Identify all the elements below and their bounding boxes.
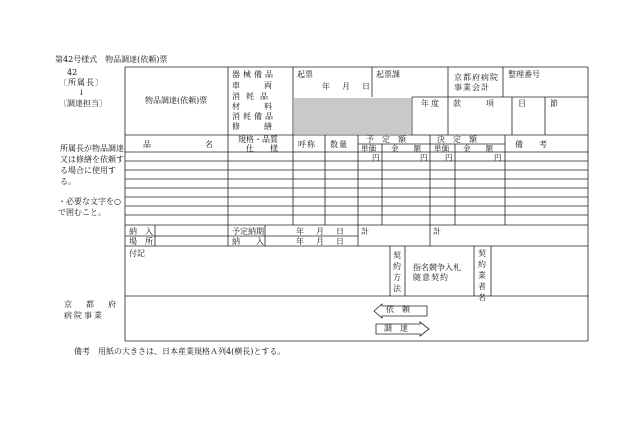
shozokucho-label: 〔所属長〕 [59,78,104,87]
usage-note: 所属長が物品調達又は修繕を依頼する場合に使用する。 [60,144,124,186]
kyoto-label-2: 病院事業 [64,311,104,320]
footer-note: 備考 用紙の大きさは、日本産業規格Ａ列4(横長)とする。 [74,347,286,356]
tanka-label-1: 単価 [361,144,376,153]
form-name: 物品調達(依頼)票 [145,96,208,105]
kyoto-label-1: 京 都 府 [64,300,119,309]
down-arrow-icon: ↓ [78,88,85,97]
yotei-gaku-label: 予 定 額 [366,135,406,144]
chotatsu-tanto-label: 〔調達担当〕 [59,99,107,108]
tanka-label-2: 単価 [434,144,449,153]
moku-label: 目 [518,99,526,108]
setsu-label: 節 [550,99,558,108]
kaikei-label-1: 京都府病院 [454,73,499,82]
zuii-keiyaku-label: 随意契約 [413,273,449,282]
keiyaku-hoho-label: 契約方法 [393,251,401,293]
usage-note-2: ・必要な文字を○で囲むこと。 [58,197,121,217]
chotatsu-label: 調 達 [384,324,408,333]
irai-label: 依 頼 [386,305,410,314]
category-0: 器械備品 [232,70,276,79]
form-title: 第42号様式 物品調達(依頼)票 [55,55,168,64]
kingaku-label-1: 金 額 [391,144,421,153]
category-2: 消耗品 [232,92,274,101]
suryo-label: 数量 [330,140,348,149]
kei-label-2: 計 [433,227,441,236]
basho-label: 場 所 [129,237,153,246]
nouki-date: 年 月 日 [296,227,346,236]
yen-3: 円 [445,153,453,162]
shimei-kyoso-label: 指名競争入札 [413,263,461,272]
yen-2: 円 [420,153,428,162]
category-4: 消耗備品 [232,112,276,121]
yotei-nouki-label: 予定納期 [232,227,264,236]
nonyu-label: 納 入 [129,227,153,236]
nonyu-date: 年 月 日 [296,237,346,246]
kikaku-label: 規格・品質 [238,135,278,144]
kingaku-label-2: 金 額 [463,144,493,153]
kei-label-1: 計 [361,227,369,236]
kihyo-date: 年 月 日 [322,82,372,91]
yen-4: 円 [494,153,502,162]
mei-label: 名 [205,140,213,149]
form-number: 42 [67,68,78,77]
ko-label: 項 [486,99,494,108]
yobishou-label: 呼称 [298,140,316,149]
hin-label: 品 [143,140,151,149]
kaikei-label-2: 事業会計 [454,83,490,92]
kihyo-ka-label: 起票課 [376,70,400,79]
kettei-gaku-label: 決 定 額 [437,135,477,144]
fuki-label: 付記 [129,249,145,258]
nendo-label: 年度 [421,99,441,108]
shiyo-label: 仕 様 [246,144,278,153]
yen-1: 円 [372,153,380,162]
biko-label: 備 考 [515,140,547,149]
nonyu2-label: 納 入 [232,237,264,246]
keiyaku-gyosha-label: 契約業者名 [478,249,486,302]
kihyo-label: 起票 [297,70,313,79]
category-5: 修 繕 [232,122,272,131]
category-3: 材 料 [232,102,272,111]
category-1: 車 両 [232,81,272,90]
seiri-bango-label: 整理番号 [508,70,540,79]
kan-label: 款 [453,99,461,108]
shaded-block [294,98,411,134]
